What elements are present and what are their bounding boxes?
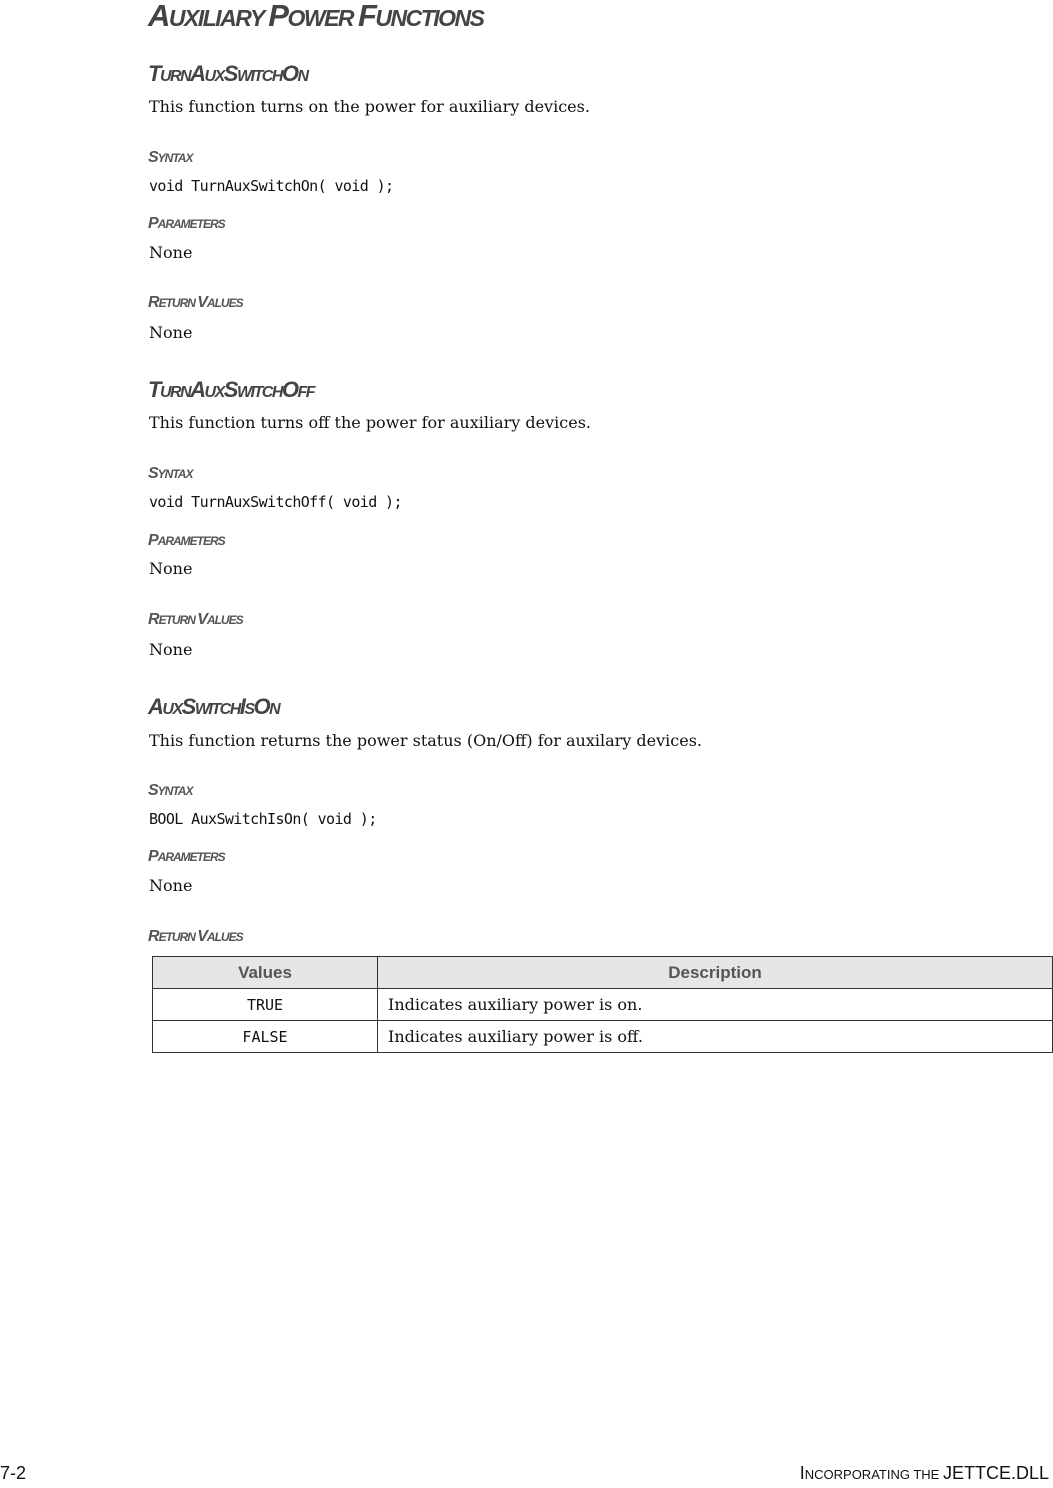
return-values-label: RETURN VALUES — [148, 928, 243, 945]
function-description: This function returns the power status (On/Off) for auxilary devices. — [149, 731, 702, 750]
table-cell-description: Indicates auxiliary power is off. — [378, 1021, 1053, 1053]
table-cell-description: Indicates auxiliary power is on. — [378, 989, 1053, 1021]
table-cell-value: FALSE — [153, 1021, 378, 1053]
table-row — [153, 989, 1053, 1021]
table-header-values: Values — [153, 957, 378, 989]
parameters-value: None — [149, 559, 193, 578]
syntax-label: SYNTAX — [148, 149, 193, 166]
return-values-table — [152, 956, 1053, 1053]
return-values-value: None — [149, 323, 193, 342]
page-number: 7-2 — [0, 1463, 27, 1483]
return-values-value: None — [149, 640, 193, 659]
function-heading-aux-switch-is-on: AUXSWITCHISON — [148, 694, 280, 719]
syntax-code: BOOL AuxSwitchIsOn( void ); — [149, 810, 377, 828]
function-description: This function turns on the power for auxiliary devices. — [149, 97, 590, 116]
parameters-value: None — [149, 876, 193, 895]
return-values-label: RETURN VALUES — [148, 611, 243, 628]
page-title: AUXILIARY POWER FUNCTIONS — [148, 0, 484, 33]
function-heading-turn-aux-switch-off: TURNAUXSWITCHOFF — [148, 377, 315, 402]
parameters-label: PARAMETERS — [148, 215, 225, 232]
function-description: This function turns off the power for auxiliary devices. — [149, 413, 591, 432]
table-header-description: Description — [378, 957, 1053, 989]
syntax-code: void TurnAuxSwitchOn( void ); — [149, 177, 394, 195]
function-heading-turn-aux-switch-on: TURNAUXSWITCHON — [148, 61, 308, 86]
table-header-row — [153, 957, 1053, 989]
parameters-label: PARAMETERS — [148, 532, 225, 549]
syntax-label: SYNTAX — [148, 465, 193, 482]
return-values-label: RETURN VALUES — [148, 294, 243, 311]
parameters-value: None — [149, 243, 193, 262]
parameters-label: PARAMETERS — [148, 848, 225, 865]
syntax-code: void TurnAuxSwitchOff( void ); — [149, 493, 402, 511]
syntax-label: SYNTAX — [148, 782, 193, 799]
table-row — [153, 1021, 1053, 1053]
chapter-title: INCORPORATING THE JETTCE.DLL — [799, 1463, 1049, 1483]
table-cell-value: TRUE — [153, 989, 378, 1021]
